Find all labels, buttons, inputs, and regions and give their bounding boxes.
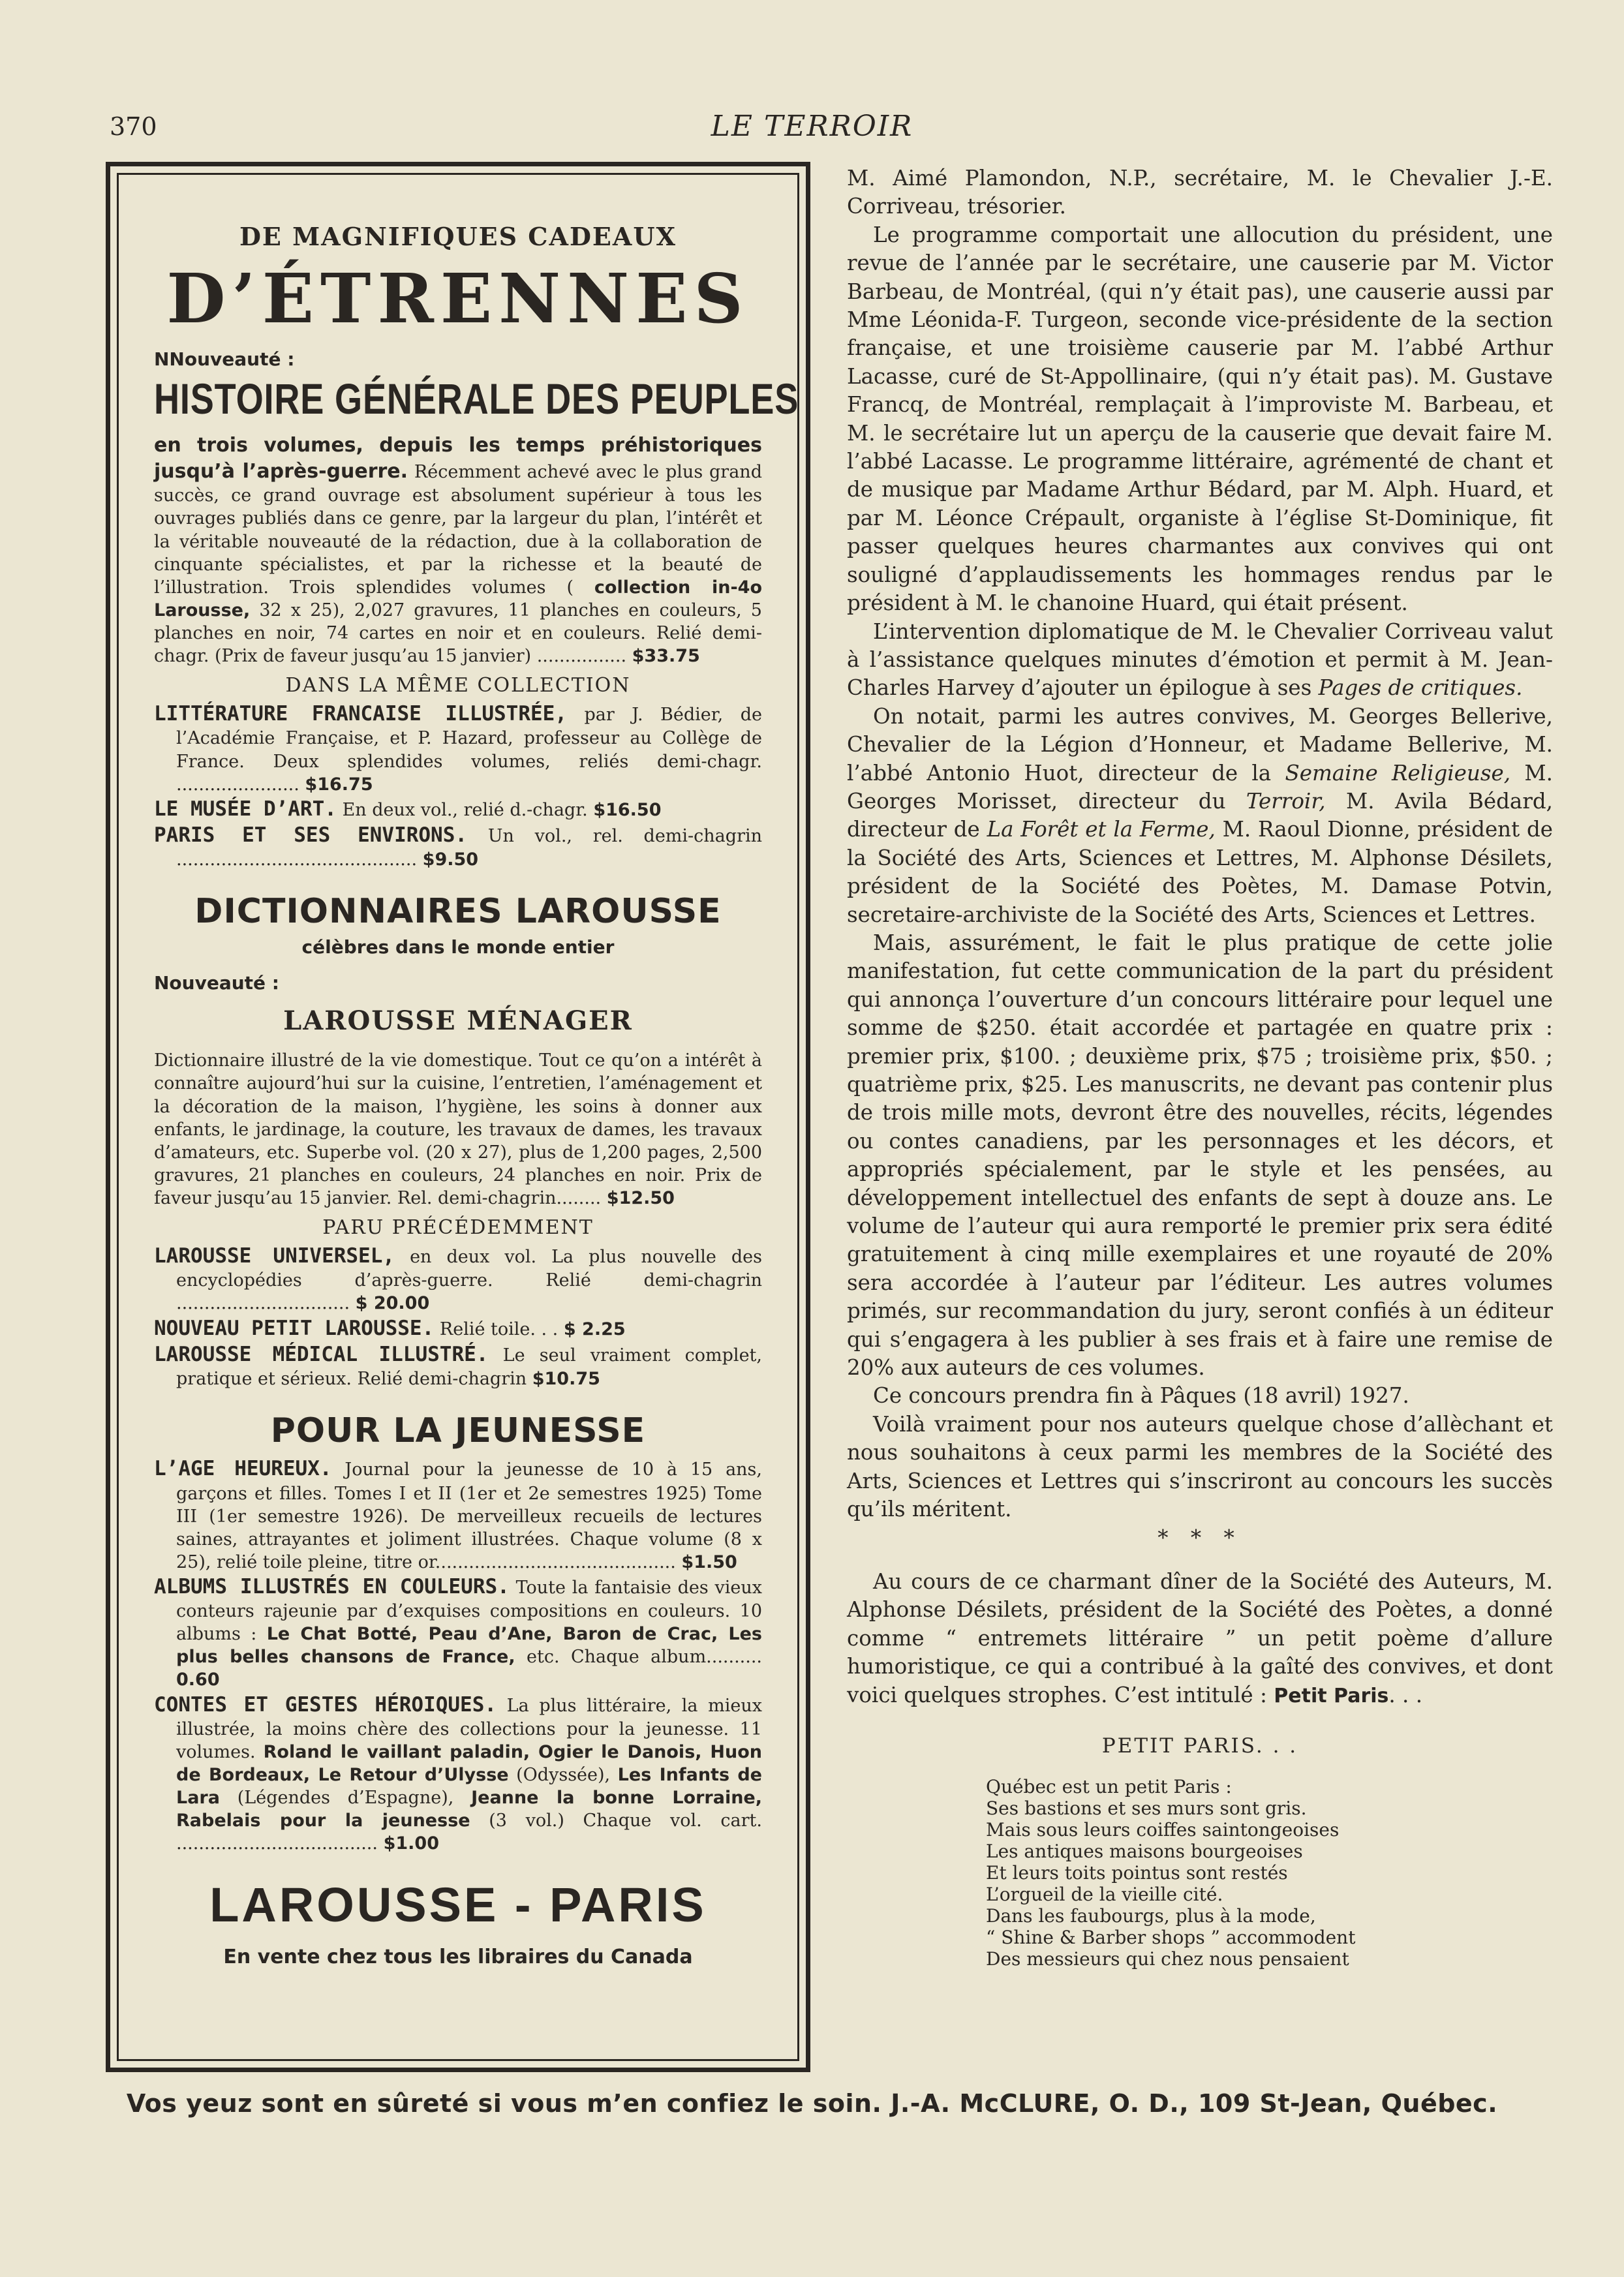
jeunesse-heading: POUR LA JEUNESSE [270,1411,646,1451]
article-paragraph: Au cours de ce charmant dîner de la Société des Auteurs, M. Alphonse Désilets, président de la Société des Poètes, a donné comme “ entremets littéraire ” un petit poème d’allure humoristique, ce qui a contribué à la gaîté des convives, et dont voici quelques strophes. C’est intitulé : Petit Paris. . . [847,1568,1553,1707]
poem [847,1776,1553,1970]
menager-description: Dictionnaire illustré de la vie domestique. Tout ce qu’on a intérêt à connaître aujourd’hui sur la cuisine, l’entretien, l’aménagement et la décoration de la maison, l’hygiène, les soins à donner aux enfants, le jardinage, la couture, les travaux de dames, les travaux d’amateurs, etc. Superbe vol. (20 x 27), plus de 1,200 pages, 2,500 gravures, 21 planches en couleurs, 24 planches en noir. Prix de faveur jusqu’au 15 janvier. Rel. demi-chagrin........ $12.50 [154,1050,762,1208]
poem-line: Et leurs toits pointus sont restés [986,1862,1288,1884]
contes-entry: CONTES ET GESTES HÉROIQUES. La plus littéraire, la mieux illustrée, la moins chère des collections pour la jeunesse. 11 volumes. Roland le vaillant paladin, Ogier le Danois, Huon de Bordeaux, Le Retour d’Ulysse (Odyssée), Les Infants de Lara (Légendes d’Espagne), Jeanne la bonne Lorraine, Rabelais pour la jeunesse (3 vol.) Chaque vol. cart. .................................... $1.00 [154,1692,762,1854]
section-separator: * * * [1157,1525,1242,1550]
article-paragraph: On notait, parmi les autres convives, M. Georges Bellerive, Chevalier de la Légion d’Honneur, et Madame Bellerive, M. l’abbé Antonio Huot, directeur de la Semaine Religieuse, M. Georges Morisset, directeur du Terroir, M. Avila Bédard, directeur de La Forêt et la Ferme, M. Raoul Dionne, président de la Société des Arts, Sciences et Lettres, M. Alphonse Désilets, président de la Société des Poètes, M. Damase Potvin, secretaire-archiviste de la Société des Arts, Sciences et Lettres. [847,703,1553,927]
poem-line: Des messieurs qui chez nous pensaient [986,1948,1349,1970]
ad-kicker: DE MAGNIFIQUES CADEAUX [239,222,677,251]
new-label: Nouveauté : [154,972,279,994]
advertisement-inner-frame [117,173,799,2061]
ad-title: D’ÉTRENNES [166,258,750,339]
poem-title: PETIT PARIS. . . [1101,1734,1298,1758]
dictionnaires-subheading: célèbres dans le monde entier [301,936,615,958]
paru-label: PARU PRÉCÉDEMMENT [322,1216,594,1240]
publisher-tagline: En vente chez tous les libraires du Canada [223,1946,693,1969]
article-paragraph: L’intervention diplomatique de M. le Chevalier Corriveau valut à l’assistance quelques minutes d’émotion et permit à M. Jean-Charles Harvey d’ajouter un épilogue à ses Pages de critiques. [847,619,1553,701]
poem-line: Mais sous leurs coiffes saintongeoises [986,1819,1340,1841]
poem-line: Dans les faubourgs, plus à la mode, [986,1905,1316,1927]
paris-entry: PARIS ET SES ENVIRONS. Un vol., rel. demi-chagrin ........................................... $9.50 [154,823,762,870]
article-paragraph: Mais, assurément, le fait le plus pratique de cette jolie manifestation, fut cette communication de la part du président qui annonça l’ouverture d’un concours littéraire pour lequel une somme de $250. était accordée et partagée en quatre prix : premier prix, $100. ; deuxième prix, $75 ; troisième prix, $50. ; quatrième prix, $25. Les manuscrits, ne devant pas contenir plus de trois mille mots, devront être des nouvelles, récits, légendes ou contes canadiens, par les personnages et les décors, et appropriés spécialement, par le style et les pensées, au développement intellectuel des enfants de sept à douze ans. Le volume de l’auteur qui aura remporté le premier prix sera édité gratuitement à cinq mille exemplaires et une royauté de 20% sera accordée à l’auteur par l’éditeur. Les autres volumes primés, sur recommandation du jury, seront confiés à un éditeur qui s’engagera à les publier à ses frais et à faire une remise de 20% aux auteurs de ces volumes. [847,930,1553,1381]
poem-line: “ Shine & Barber shops ” accommodent [986,1927,1356,1949]
poem-line: Ses bastions et ses murs sont gris. [986,1797,1307,1820]
page-number: 370 [110,112,157,141]
article-paragraph: M. Aimé Plamondon, N.P., secrétaire, M. le Chevalier J.-E. Corriveau, trésorier. [847,166,1553,219]
article-paragraph: Ce concours prendra fin à Pâques (18 avril) 1927. [873,1383,1409,1409]
larousse-advertisement [106,162,810,2072]
litterature-entry: LITTÉRATURE FRANCAISE ILLUSTRÉE, par J. Bédier, de l’Académie Française, et P. Hazard, professeur au Collège de France. Deux splendides volumes, reliés demi-chagr. ...................... $16.75 [154,702,762,795]
medical-entry: LAROUSSE MÉDICAL ILLUSTRÉ. Le seul vraiment complet, pratique et sérieux. Relié demi-chagrin $10.75 [154,1342,762,1390]
histoire-price: $33.75 [632,646,700,667]
histoire-description: en trois volumes, depuis les temps préhistoriques jusqu’à l’après-guerre. Récemment achevé avec le plus grand succès, ce grand ouvrage est absolument supérieur à tous les ouvrages publiés dans ce genre, par la largeur du plan, l’intérêt et la véritable nouveauté de la rédaction, due à la collaboration de cinquante spécialistes, et par la richesse et la beauté de l’illustration. Trois splendides volumes ( collection in-4o Larousse, 32 x 25), 2,027 gravures, 11 planches en couleurs, 5 planches en noir, 74 cartes en noir et en couleurs. Relié demi-chagr. (Prix de faveur jusqu’au 15 janvier) ................ $33.75 [154,434,762,667]
albums-entry: ALBUMS ILLUSTRÉS EN COULEURS. Toute la fantaisie des vieux conteurs rajeunie par d’exquises compositions en couleurs. 10 albums : Le Chat Botté, Peau d’Ane, Baron de Crac, Les plus belles chansons de France, etc. Chaque album.......... 0.60 [154,1574,762,1690]
poem-line: Québec est un petit Paris : [986,1776,1232,1798]
age-heureux-entry: L’AGE HEUREUX. Journal pour la jeunesse de 10 à 15 ans, garçons et filles. Tomes I et II (1er et 2e semestres 1925) Tome III (1er semestre 1926). De merveilleux recueils de lectures saines, attrayantes et joliment illustrées. Chaque volume (8 x 25), relié toile pleine, titre or........................................... $1.50 [154,1457,762,1572]
nouveau-petit-entry: NOUVEAU PETIT LAROUSSE. Relié toile. . . $ 2.25 [154,1316,626,1340]
same-collection-label: DANS LA MÊME COLLECTION [285,674,631,697]
universel-entry: LAROUSSE UNIVERSEL, en deux vol. La plus nouvelle des encyclopédies d’après-guerre. Relié demi-chagrin ............................... $ 20.00 [154,1244,762,1314]
poem-line: L’orgueil de la vieille cité. [986,1884,1223,1906]
new-label: NNouveauté : [154,348,295,371]
menager-title: LAROUSSE MÉNAGER [283,1005,633,1037]
running-title: LE TERROIR [711,110,913,143]
histoire-title: HISTOIRE GÉNÉRALE DES PEUPLES [154,374,799,423]
article-paragraph: Voilà vraiment pour nos auteurs quelque chose d’allèchant et nous souhaitons à ceux parmi les membres de la Société des Arts, Sciences et Lettres qui s’inscriront au concours les succès qu’ils méritent. [847,1411,1553,1522]
article-paragraph: Le programme comportait une allocution du président, une revue de l’année par le secrétaire, une causerie par M. Victor Barbeau, de Montréal, (qui n’y était pas), une causerie aussi par Mme Léonida-F. Turgeon, seconde vice-présidente de la section française, et une troisième causerie par M. l’abbé Arthur Lacasse, curé de St-Appollinaire, (qui n’y était pas). M. Gustave Francq, de Montréal, remplaçait à l’improviste M. Barbeau, et M. le secrétaire lut un aperçu de la causerie que devait faire M. l’abbé Lacasse. Le programme littéraire, agrémenté de chant et de musique par Madame Arthur Bédard, par M. Alph. Huard, et par M. Léonce Crépault, organiste à l’église St-Dominique, fit passer quelques heures charmantes aux convives qui ont souligné d’applaudissements les hommages rendus par le président à M. le chanoine Huard, qui était présent. [847,222,1553,616]
musee-entry: LE MUSÉE D’ART. En deux vol., relié d.-chagr. $16.50 [154,797,662,821]
dictionnaires-heading: DICTIONNAIRES LAROUSSE [194,892,722,932]
optician-advertisement: Vos yeuz sont en sûreté si vous m’en confiez le soin. J.-A. McCLURE, O. D., 109 St-Jean, Québec. [126,2089,1498,2118]
article-column [847,164,1553,1970]
poem-line: Les antiques maisons bourgeoises [986,1841,1303,1863]
publisher-name: LAROUSSE - PARIS [209,1878,707,1933]
